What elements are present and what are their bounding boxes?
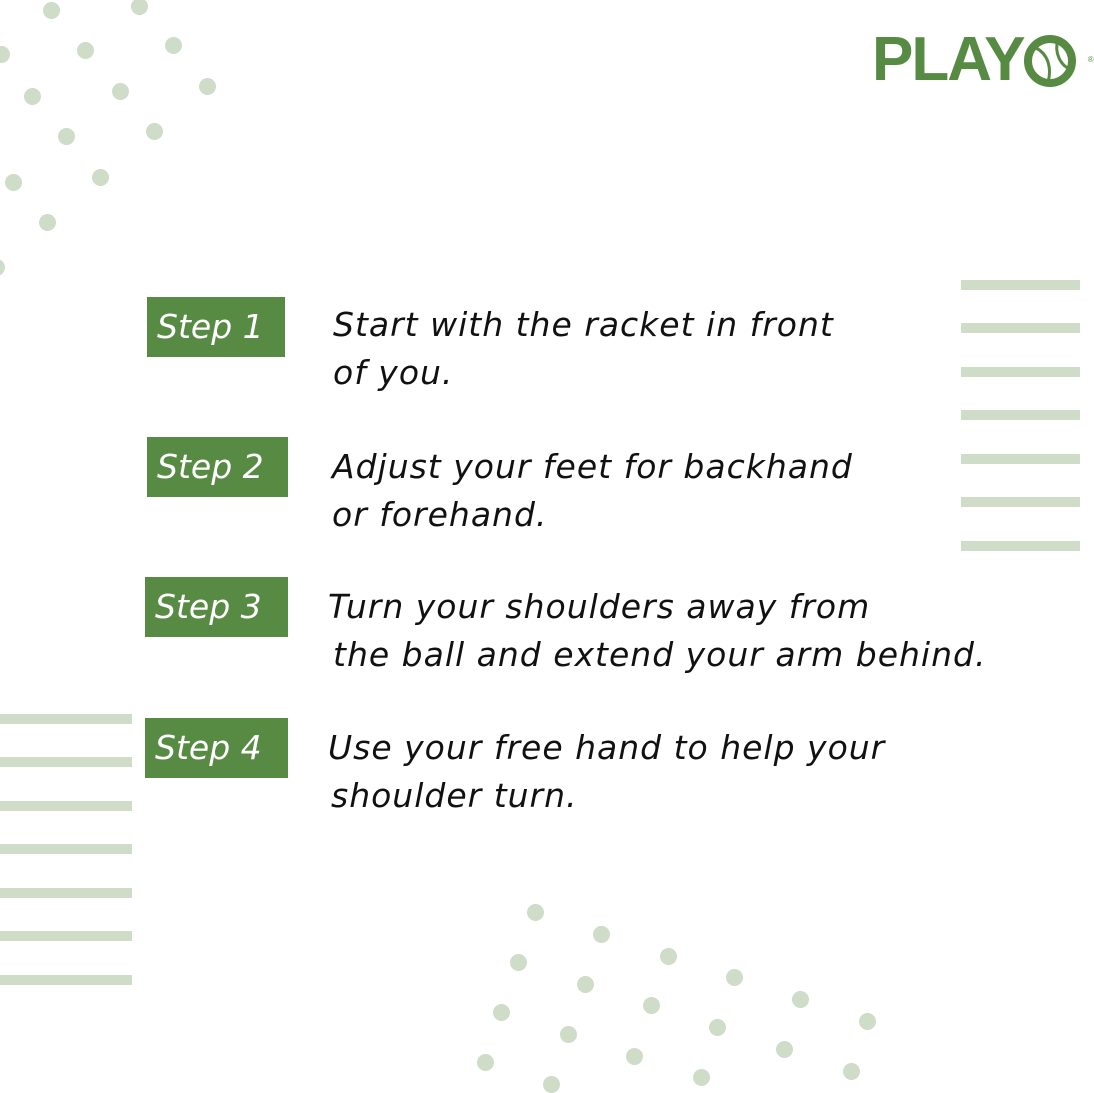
decor-dot	[693, 1069, 710, 1086]
decor-dot	[43, 2, 60, 19]
decor-stripe	[0, 888, 132, 898]
step-text-line: shoulder turn.	[331, 776, 578, 815]
decor-dot	[792, 991, 809, 1008]
step-badge: Step 2	[147, 437, 288, 497]
decor-dot	[843, 1063, 860, 1080]
step-text-line: the ball and extend your arm behind.	[333, 635, 987, 674]
step-text	[328, 583, 986, 679]
decor-dot	[859, 1013, 876, 1030]
decor-stripe	[0, 757, 132, 767]
decor-dot	[77, 42, 94, 59]
decor-dot	[0, 46, 10, 63]
step-text-line: of you.	[333, 353, 454, 392]
decor-dot	[199, 78, 216, 95]
step-text-line: Use your free hand to help your	[328, 728, 886, 767]
step-text	[333, 301, 834, 397]
decor-stripe	[0, 975, 132, 985]
step-badge: Step 1	[147, 297, 285, 357]
decor-dot	[92, 169, 109, 186]
step-text-line: or forehand.	[332, 495, 548, 534]
decor-dot	[58, 128, 75, 145]
step-text	[328, 724, 885, 820]
decor-stripe	[961, 323, 1080, 333]
decor-dot	[577, 976, 594, 993]
decor-dot	[660, 948, 677, 965]
decor-stripe	[961, 280, 1080, 290]
decor-stripe	[961, 497, 1080, 507]
decor-stripe	[961, 454, 1080, 464]
step-text-line: Adjust your feet for backhand	[332, 447, 853, 486]
decor-stripe	[0, 801, 132, 811]
decor-dot	[165, 37, 182, 54]
logo-wordmark: PLAY	[872, 25, 1024, 94]
decor-dot	[146, 123, 163, 140]
decor-stripe	[961, 367, 1080, 377]
decor-dot	[776, 1041, 793, 1058]
tennis-ball-icon	[1022, 32, 1078, 88]
decor-dot	[543, 1076, 560, 1093]
decor-dot	[560, 1026, 577, 1043]
decor-dot	[510, 954, 527, 971]
decor-stripe	[961, 410, 1080, 420]
decor-dot	[726, 969, 743, 986]
decor-dot	[643, 997, 660, 1014]
decor-dot	[131, 0, 148, 15]
playo-logo	[872, 25, 1094, 94]
step-badge: Step 4	[145, 718, 288, 778]
decor-stripe	[0, 931, 132, 941]
decor-dot	[593, 926, 610, 943]
decor-stripe	[0, 844, 132, 854]
decor-dot	[24, 88, 41, 105]
decor-dot	[39, 214, 56, 231]
decor-dot	[0, 259, 5, 276]
decor-stripe	[961, 541, 1080, 551]
decor-dot	[493, 1004, 510, 1021]
step-text	[332, 443, 853, 539]
step-badge: Step 3	[145, 577, 288, 637]
step-text-line: Start with the racket in front	[333, 305, 834, 344]
decor-dot	[477, 1054, 494, 1071]
decor-stripe	[0, 714, 132, 724]
registered-mark: ®	[1087, 55, 1094, 64]
decor-dot	[527, 904, 544, 921]
decor-dot	[112, 83, 129, 100]
decor-dot	[709, 1019, 726, 1036]
decor-dot	[626, 1048, 643, 1065]
step-text-line: Turn your shoulders away from	[328, 587, 871, 626]
decor-dot	[5, 174, 22, 191]
